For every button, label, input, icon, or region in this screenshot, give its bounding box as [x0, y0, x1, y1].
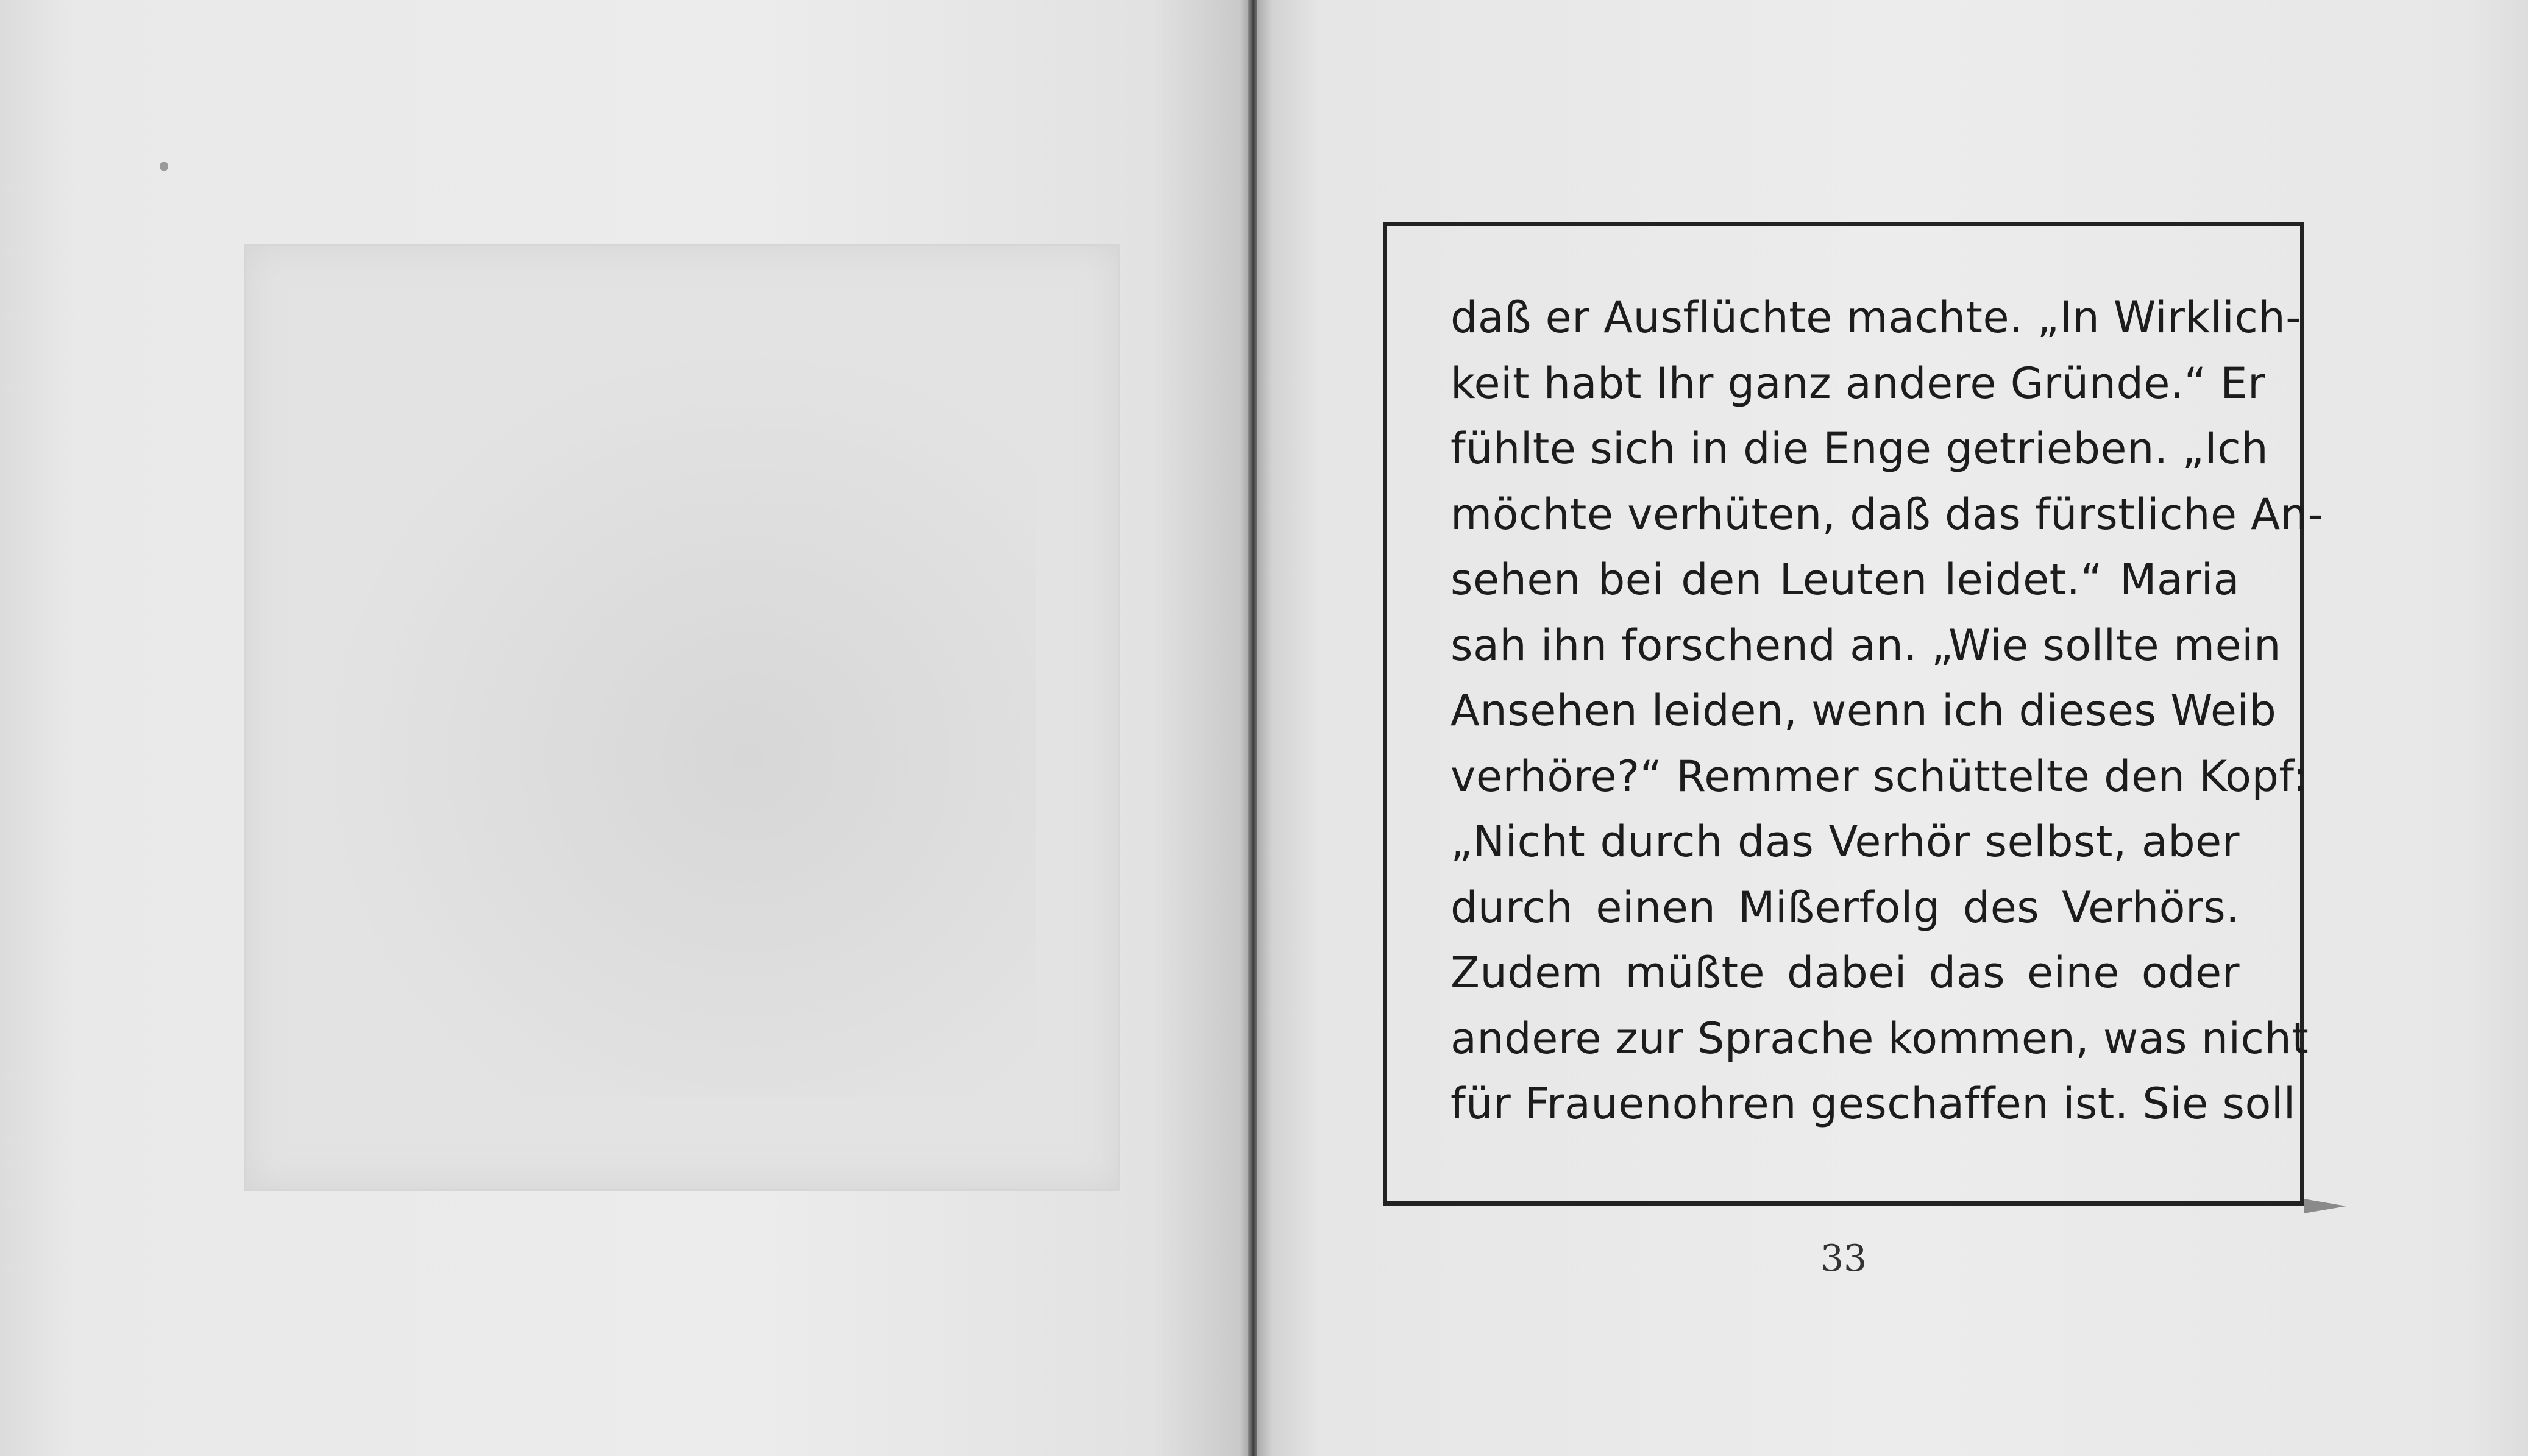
- text-line: andere zur Sprache kommen, was nicht: [1450, 1013, 2309, 1064]
- text-line: Ansehen leiden, wenn ich dieses Weib: [1450, 686, 2277, 736]
- text-line: verhöre?“ Remmer schüttelte den Kopf:: [1450, 751, 2308, 801]
- body-text: [1450, 285, 2324, 1137]
- text-line: keit habt Ihr ganz andere Gründe.“ Er: [1450, 358, 2266, 408]
- faded-illustration: [317, 341, 1036, 1097]
- text-line: Zudem müßte dabei das eine oder: [1450, 948, 2240, 998]
- text-line: durch einen Mißerfolg des Verhörs.: [1450, 882, 2240, 932]
- text-line: fühlte sich in die Enge getrieben. „Ich: [1450, 424, 2269, 474]
- text-line: sah ihn forschend an. „Wie sollte mein: [1450, 620, 2281, 670]
- page-marker-tab: [2304, 1199, 2346, 1213]
- text-line: möchte verhüten, daß das fürstliche An-: [1450, 489, 2324, 539]
- left-page: [0, 0, 1252, 1456]
- page-number: 33: [1820, 1237, 1867, 1280]
- paper-speck: [160, 162, 168, 171]
- text-line: daß er Ausflüchte machte. „In Wirklich-: [1450, 293, 2301, 343]
- text-line: sehen bei den Leuten leidet.“ Maria: [1450, 555, 2240, 605]
- text-line: „Nicht durch das Verhör selbst, aber: [1450, 817, 2240, 867]
- text-line: für Frauenohren geschaffen ist. Sie soll: [1450, 1079, 2296, 1129]
